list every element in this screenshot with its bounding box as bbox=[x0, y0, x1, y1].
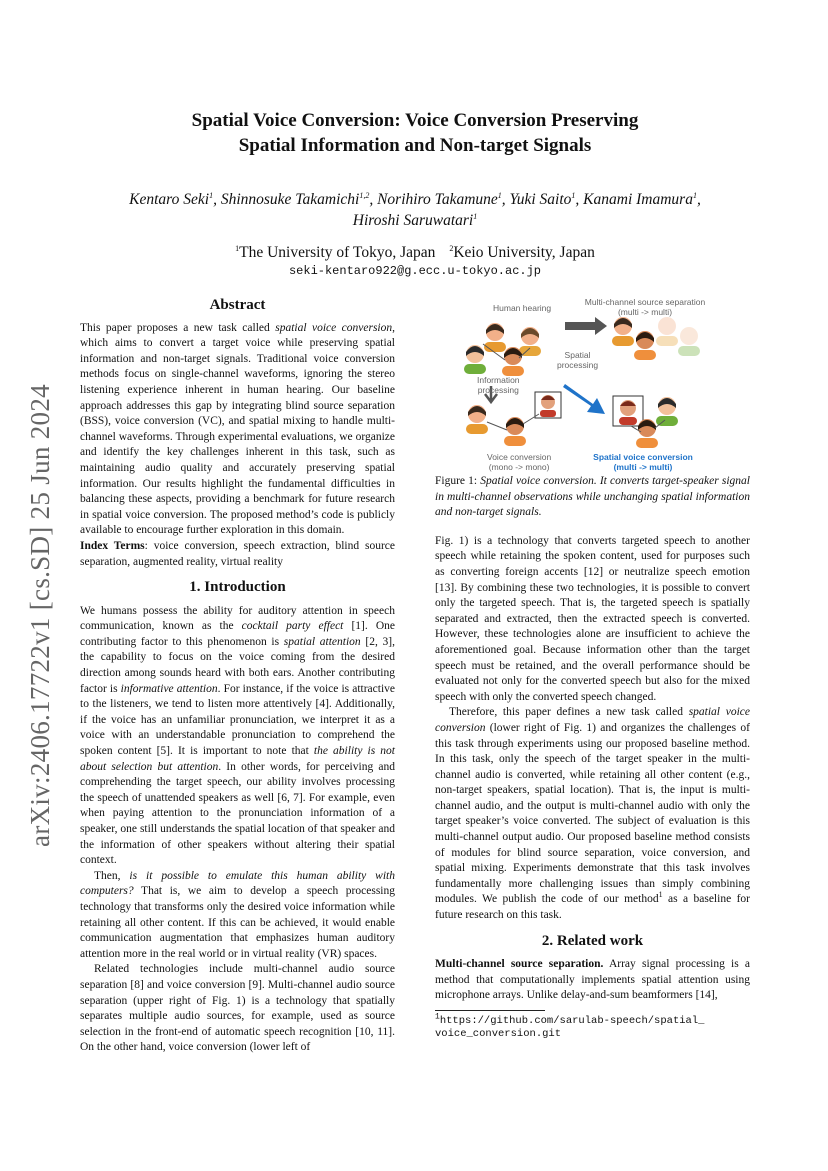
affiliations: $^1$The University of Tokyo, Japan $^2$Keio University, Japan bbox=[235, 243, 595, 261]
person-icon bbox=[678, 327, 700, 356]
label-spatial-processing: Spatial processing bbox=[557, 350, 599, 370]
person-icon bbox=[502, 347, 524, 376]
author-name: Yuki Saito bbox=[509, 191, 572, 208]
title-line-1: Spatial Voice Conversion: Voice Conversion Preserving bbox=[191, 110, 639, 131]
author-name: Kanami Imamura bbox=[583, 191, 693, 208]
person-icon bbox=[656, 397, 678, 426]
section-heading: 2. Related work bbox=[541, 932, 644, 949]
paper-title bbox=[70, 108, 760, 158]
label-spatial-voice-conversion: Spatial voice conversion (multi -> multi) bbox=[593, 452, 693, 472]
person-icon bbox=[540, 395, 556, 417]
author-list bbox=[80, 189, 750, 231]
footnote: $^1$https://github.com/sarulab-speech/spatial_ voice_conversion.git bbox=[435, 1015, 750, 1041]
body-paragraph: Therefore, this paper defines a new task called spatial voice conversion (lower right of Fig. 1) and organizes the challenges of this task through experiments using our proposed baseline method. In this task, only the speech of the target speaker in the multi-channel audio is converted, while retaining all other content (e.g., non-target speakers, spatial location). That is, the input is multi-channel audio, and the output is multi-channel audio with only the target speaker’s voice converted. The subject of evaluation is this multi-channel output audio. Our proposed baseline method consists of modules for blind source separation, voice conversion, and spatial mixing. Experiments demonstrate that this task involves fundamentally more challenging issues than simply combining modules. We publish the code of our method$^1$ as a baseline for future research on this task. bbox=[435, 706, 750, 922]
body-paragraph: Fig. 1) is a technology that converts targeted speech to another speech while retaining the spoken content, used for purposes such as converting foreign accents [12] or neutralize speech emotion [13]. By combining these two technologies, it is possible to convert only the targeted speech. That is, the targeted speech is spatially separated and extracted, then the extracted speech is converted. However, these technologies alone are insufficient to achieve the aforementioned goal. Because information other than the target speech must be retained, and the overall performance should be evaluated not only for the converted speech but also for the mixed speech with only the converted speech changed. bbox=[435, 534, 750, 703]
right-column bbox=[435, 296, 750, 1041]
index-terms: Index Terms: voice conversion, speech extraction, blind source separation, augmented reality, virtual reality bbox=[80, 539, 395, 568]
arrow-icon bbox=[565, 317, 607, 335]
author-name: Hiroshi Saruwatari bbox=[352, 212, 474, 229]
arxiv-identifier bbox=[20, 370, 60, 860]
person-icon bbox=[636, 419, 658, 448]
person-icon bbox=[504, 417, 526, 446]
author-name: Norihiro Takamune bbox=[377, 191, 498, 208]
author-name: Kentaro Seki bbox=[129, 191, 210, 208]
authors-line-2: Hiroshi Saruwatari$^1$ bbox=[352, 211, 478, 229]
footnote-divider bbox=[435, 1010, 545, 1011]
affiliation-name: The University of Tokyo, Japan bbox=[239, 244, 436, 261]
person-icon bbox=[656, 317, 678, 346]
section-heading: 1. Introduction bbox=[189, 579, 286, 596]
person-icon bbox=[519, 327, 541, 356]
body-paragraph: Related technologies include multi-channel audio source separation [8] and voice conversion [9]. Multi-channel audio source separation (upper right of Fig. 1) is a technology that spatially separates multiple audio sources, for example, used as source selection in the front-end of automatic speech recognition [10, 11]. On the other hand, voice conversion (lower left of bbox=[80, 963, 395, 1054]
label-mcss: Multi-channel source separation (multi -> multi) bbox=[584, 297, 706, 317]
person-icon bbox=[619, 400, 637, 425]
blue-arrow-icon bbox=[563, 384, 605, 414]
body-paragraph: We humans possess the ability for auditory attention in speech communication, known as the cocktail party effect [1]. One contributing factor to this phenomenon is spatial attention [2, 3], the capability to focus on the voice coming from the desired direction among sounds heard with both ears. Another contributing factor is informative attention. For instance, if the voice is attractive to the listeners, we tend to listen more attentively [4]. Additionally, if the voice has an unfamiliar pronunciation, we interpret it as a voice with an understandable pronunciation to comprehend the spoken content [5]. It is important to note that the ability is not about selection but attention. In other words, for perceiving and comprehending the target speech, our ability involves processing the speech of unattended speakers as well [6, 7]. For example, even when paying attention to the pronunciation information of a speaker, one still understands the spatial location of that speaker and the information of other speakers without altering their spatial context. bbox=[80, 604, 395, 867]
abstract-heading: Abstract bbox=[209, 297, 266, 313]
person-icon bbox=[634, 331, 656, 360]
person-icon bbox=[466, 405, 488, 434]
affiliation-name: Keio University, Japan bbox=[453, 244, 595, 261]
footnote-link[interactable]: https://github.com/sarulab-speech/spatial_ bbox=[439, 1015, 705, 1027]
authors-line-1: Kentaro Seki$^1$, Shinnosuke Takamichi$^{1,2}$, Norihiro Takamune$^1$, Yuki Saito$^1$, Kanami Imamura$^1$, bbox=[129, 190, 701, 208]
figure-caption: Figure 1: Spatial voice conversion. It converts target-speaker signal in multi-channel observations while unchanging spatial information and non-target signals. bbox=[435, 475, 750, 519]
label-human-hearing: Human hearing bbox=[493, 303, 552, 313]
label-voice-conversion: Voice conversion (mono -> mono) bbox=[487, 452, 552, 472]
title-line-2: Spatial Information and Non-target Signals bbox=[238, 135, 592, 156]
author-name: Shinnosuke Takamichi bbox=[220, 191, 360, 208]
body-paragraph: Then, is it possible to emulate this human ability with computers? That is, we aim to develop a speech processing technology that transforms only the desired voice information while retaining all other content. If this can be achieved, it would enable communication augmentation that emphasizes human auditory attention more in the real world or in virtual reality (VR) spaces. bbox=[80, 869, 395, 960]
footnote-link-cont[interactable]: voice_conversion.git bbox=[435, 1028, 562, 1040]
left-column bbox=[80, 298, 395, 1056]
person-icon bbox=[464, 345, 486, 374]
abstract-paragraph: This paper proposes a new task called spatial voice conversion, which aims to convert a target voice while preserving spatial information and non-target signals. Traditional voice conversion methods focus on single-channel waveforms, ignoring the stereo listening experience inherent in human hearing. Our baseline approach addresses this gap by integrating blind source separation (BSS), voice conversion (VC), and spatial mixing to handle multi-channel waveforms. Through experimental evaluations, we organize and identify the key challenges inherent in this task, such as maintaining audio quality and accurately preserving spatial information. Our results highlight the fundamental difficulties in balancing these aspects, providing a benchmark for future research in spatial voice conversion. The proposed method’s code is publicly available to encourage further exploration in this domain. bbox=[80, 321, 396, 537]
body-paragraph: Multi-channel source separation. Array signal processing is a method that computationally implements spatial attention using microphone arrays. Unlike delay-and-sum beamformers [14], bbox=[435, 958, 750, 1002]
arxiv-id-text: arXiv:2406.17722v1 [cs.SD] 25 Jun 2024 bbox=[24, 383, 55, 847]
person-icon bbox=[612, 317, 634, 346]
contact-email: seki-kentaro922@g.ecc.u-tokyo.ac.jp bbox=[288, 264, 542, 278]
figure-1 bbox=[435, 296, 750, 474]
label-information-processing: Information processing bbox=[477, 375, 520, 395]
